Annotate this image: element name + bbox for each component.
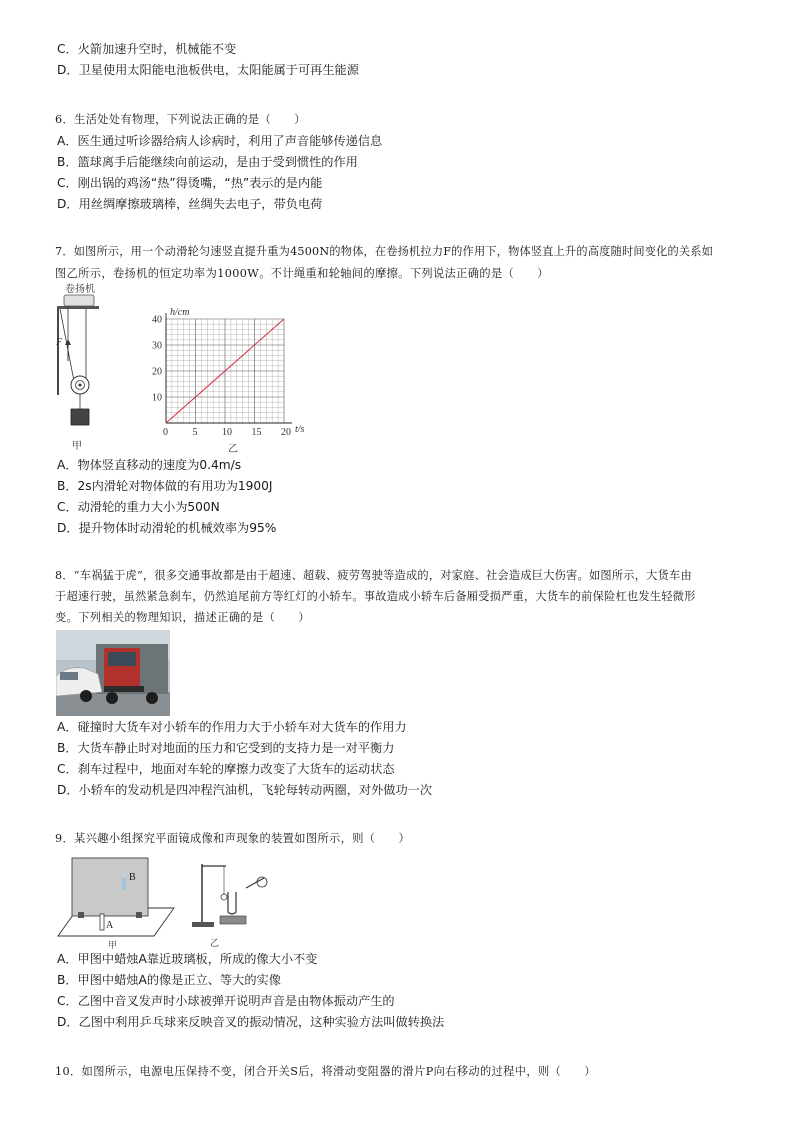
load-block (71, 409, 89, 425)
fig-caption-yi: 乙 (228, 444, 238, 455)
q9-stem: 9．某兴趣小组探究平面镜成像和声现象的装置如图所示，则（ ） (55, 832, 411, 845)
q7-option-b: B．2s内滑轮对物体做的有用功为1900J (57, 479, 273, 493)
q9-option-d: D．乙图中利用乒乓球来反映音叉的振动情况，这种实验方法叫做转换法 (57, 1015, 445, 1029)
chart-svg (150, 305, 310, 455)
label-b: B (129, 872, 136, 883)
q8-option-c: C．刹车过程中，地面对车轮的摩擦力改变了大货车的运动状态 (57, 762, 395, 776)
y-tick-label: 20 (152, 366, 162, 378)
y-tick-label: 40 (152, 314, 162, 326)
stand-base (192, 922, 214, 927)
label-a: A (106, 920, 114, 931)
q8-option-a: A．碰撞时大货车对小轿车的作用力大于小轿车对大货车的作用力 (57, 720, 407, 734)
q8-option-d: D．小轿车的发动机是四冲程汽油机，飞轮每转动两圈，对外做功一次 (57, 783, 433, 797)
mount-beam (57, 306, 99, 309)
q6-option-b: B．篮球离手后能继续向前运动，是由于受到惯性的作用 (57, 155, 358, 169)
q9-option-a: A．甲图中蜡烛A靠近玻璃板，所成的像大小不变 (57, 952, 318, 966)
tuning-fork-figure (184, 858, 276, 950)
q10-stem: 10．如图所示，电源电压保持不变，闭合开关S后，将滑动变阻器的滑片P向右移动的过程中，则（ ） (55, 1065, 596, 1078)
mirror-figure (56, 852, 176, 950)
hammer (246, 878, 264, 888)
chart-x-axis-label: t/s (295, 424, 305, 435)
candle-b-image (122, 878, 126, 890)
tuning-fork-icon (228, 892, 236, 914)
q7-stem-line1: 7．如图所示，用一个动滑轮匀速竖直提升重为4500N的物体，在卷扬机拉力F的作用下，物体竖直上升的高度随时间变化的关系如 (55, 245, 714, 258)
height-time-chart (150, 305, 310, 455)
candle-a (100, 914, 104, 930)
glass-plate (72, 858, 148, 916)
q7-option-a: A．物体竖直移动的速度为0.4m/s (57, 458, 242, 472)
caption-jia: 甲 (108, 940, 118, 950)
y-tick-label: 10 (152, 392, 162, 404)
winch-label: 卷扬机 (65, 284, 95, 295)
q5-option-d: D．卫星使用太阳能电池板供电，太阳能属于可再生能源 (57, 63, 359, 77)
winch-icon (64, 295, 94, 306)
q6-option-d: D．用丝绸摩擦玻璃棒，丝绸失去电子，带负电荷 (57, 197, 323, 211)
force-label: F (56, 337, 63, 348)
q7-stem-line2: 图乙所示，卷扬机的恒定功率为1000W。不计绳重和轮轴间的摩擦。下列说法正确的是（ ） (55, 267, 549, 280)
pulley-figure (52, 281, 112, 453)
q7-option-c: C．动滑轮的重力大小为500N (57, 500, 220, 514)
q9-option-c: C．乙图中音叉发声时小球被弹开说明声音是由物体振动产生的 (57, 994, 395, 1008)
caption-yi: 乙 (210, 938, 220, 948)
q8-stem-line3: 变。下列相关的物理知识，描述正确的是（ ） (55, 611, 310, 624)
x-tick-label: 10 (222, 427, 232, 438)
x-tick-label: 15 (251, 427, 262, 438)
x-tick-label: 0 (163, 427, 168, 438)
q9-option-b: B．甲图中蜡烛A的像是正立、等大的实像 (57, 973, 281, 987)
q8-option-b: B．大货车静止时对地面的压力和它受到的支持力是一对平衡力 (57, 741, 395, 755)
y-tick-label: 30 (152, 340, 162, 352)
q6-option-c: C．刚出锅的鸡汤“热”得烫嘴，“热”表示的是内能 (57, 176, 323, 190)
accident-photo (56, 630, 170, 716)
fig-caption-jia: 甲 (72, 441, 82, 452)
resonance-box (220, 916, 246, 924)
q5-option-c: C．火箭加速升空时，机械能不变 (57, 42, 237, 56)
chart-y-axis-label: h/cm (170, 307, 190, 318)
q6-stem: 6．生活处处有物理，下列说法正确的是（ ） (55, 113, 306, 126)
x-tick-label: 5 (192, 427, 198, 438)
q8-stem-line2: 于超速行驶，虽然紧急刹车，仍然追尾前方等红灯的小轿车。事故造成小轿车后备厢受损严重，大货车的前保险杠也发生轻微形 (55, 590, 696, 603)
x-tick-label: 20 (281, 427, 291, 438)
ping-pong-ball (221, 894, 227, 900)
q8-stem-line1: 8．“车祸猛于虎”，很多交通事故都是由于超速、超载、疲劳驾驶等造成的，对家庭、社会造成巨大伤害。如图所示，大货车由 (55, 569, 692, 582)
q7-option-d: D．提升物体时动滑轮的机械效率为95% (57, 521, 277, 535)
q6-option-a: A．医生通过听诊器给病人诊病时，利用了声音能够传递信息 (57, 134, 383, 148)
